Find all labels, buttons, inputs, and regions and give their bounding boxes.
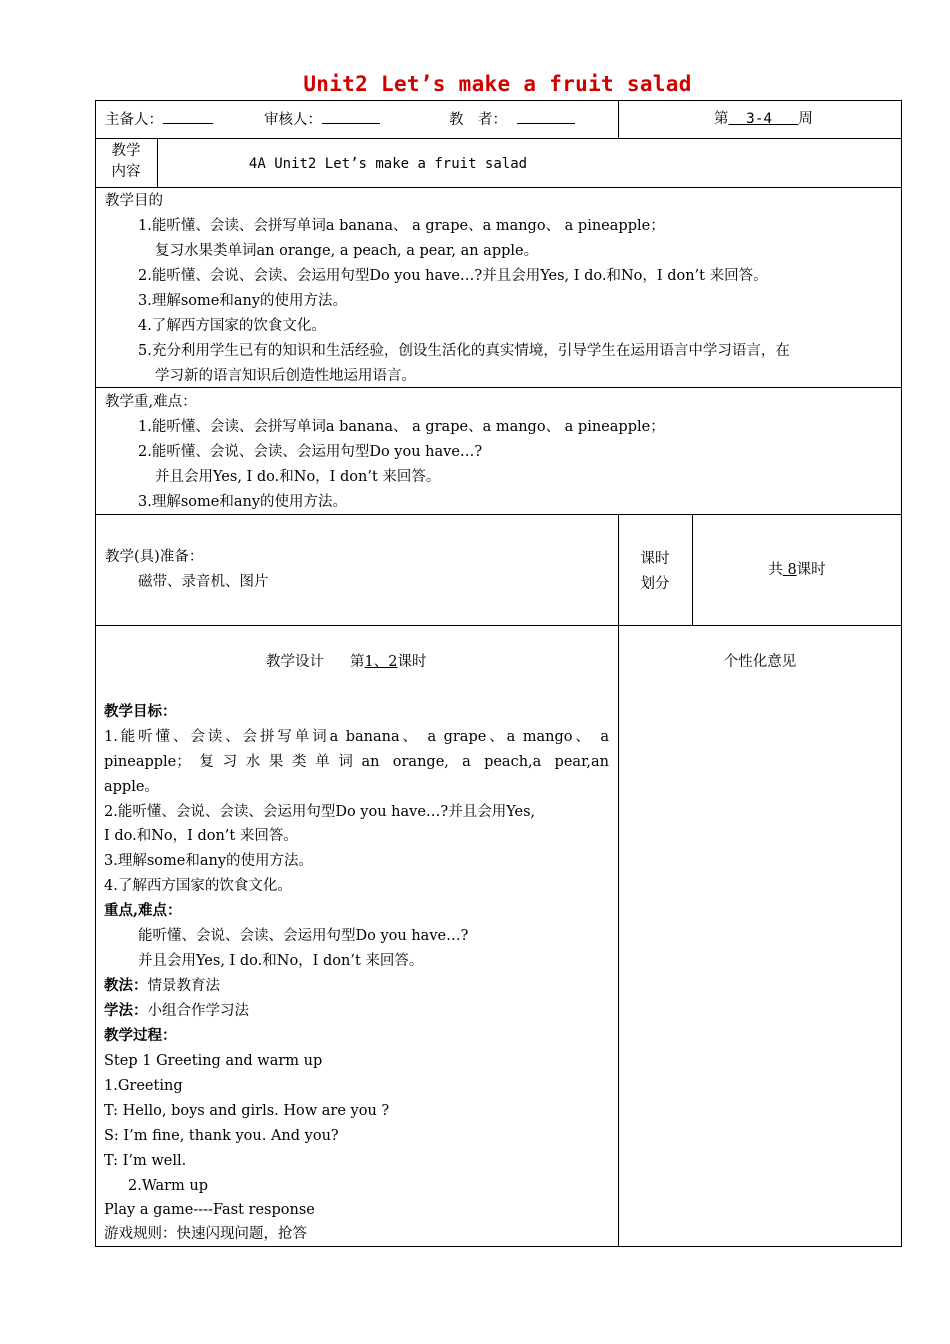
objectives-heading: 教学目的 [105, 193, 163, 209]
teacher-label: 教 者： [449, 112, 507, 128]
preparer-label: 主备人： [105, 112, 163, 128]
prep-heading: 教学(具)准备： [105, 549, 204, 565]
period-label [624, 547, 686, 597]
process-line: Play a game----Fast response [104, 1202, 315, 1218]
period-label-line2: 划分 [640, 576, 670, 592]
preparer-blank [163, 109, 213, 124]
personal-opinion-heading: 个性化意见 [723, 654, 797, 670]
lesson-prefix: 第 [350, 654, 365, 670]
design-heading [266, 652, 426, 672]
col-divider [618, 100, 619, 138]
period-label-line1: 课时 [640, 551, 670, 567]
design-key-points-heading: 重点,难点： [104, 902, 182, 919]
teaching-method [104, 976, 220, 996]
objective-line: 1.能听懂、会读、会拼写单词a banana、 a grape、a mango、 a pineapple； [138, 218, 665, 234]
key-point-line: 1.能听懂、会读、会拼写单词a banana、 a grape、a mango、 a pineapple； [138, 419, 665, 435]
content-value: 4A Unit2 Let’s make a fruit salad [248, 156, 528, 172]
period-total [693, 560, 901, 580]
goal-line: 1.能听懂、会读、会拼写单词a banana、 a grape、a mango、 a [104, 729, 609, 745]
learning-method [104, 1001, 249, 1021]
teacher-blank [517, 109, 575, 124]
period-total-prefix: 共 [768, 562, 783, 578]
page-title: Unit2 Let’s make a fruit salad [303, 72, 692, 96]
table-border-left [95, 100, 96, 1247]
lesson-value: 1、2 [364, 654, 398, 670]
content-label-line1: 教学 [111, 143, 141, 159]
process-line: S: I’m fine, thank you. And you? [104, 1128, 339, 1144]
objective-line: 2.能听懂、会说、会读、会运用句型Do you have…?并且会用Yes, I do.和No，I don’t 来回答。 [138, 268, 768, 284]
period-total-suffix: 课时 [796, 562, 826, 578]
reviewer-label: 审核人： [264, 112, 322, 128]
process-line: 游戏规则：快速闪现问题，抢答 [104, 1226, 307, 1242]
key-point-line: 并且会用Yes, I do.和No，I don’t 来回答。 [155, 469, 441, 485]
teaching-method-value: 情景教育法 [147, 978, 220, 994]
teacher-field [449, 109, 575, 130]
goal-line: I do.和No，I don’t 来回答。 [104, 828, 298, 844]
goal-line: 2.能听懂、会说、会读、会运用句型Do you have…?并且会用Yes, [104, 804, 536, 820]
learning-method-label: 学法： [104, 1002, 148, 1019]
process-line: 1.Greeting [104, 1078, 183, 1094]
goal-line: pineapple；复习水果类单词an orange, a peach,a pear,an [104, 754, 609, 770]
prep-items: 磁带、录音机、图片 [138, 574, 269, 590]
table-border-top [95, 100, 902, 101]
key-points-heading: 教学重,难点： [105, 394, 197, 410]
process-line: T: I’m well. [104, 1153, 187, 1169]
row-divider [95, 387, 902, 388]
design-key-point-line: 并且会用Yes, I do.和No，I don’t 来回答。 [138, 953, 424, 969]
design-title: 教学设计 [266, 654, 324, 670]
row-divider [95, 138, 902, 139]
objective-line: 复习水果类单词an orange, a peach, a pear, an apple。 [155, 243, 539, 259]
key-point-line: 2.能听懂、会说、会读、会运用句型Do you have…? [138, 444, 483, 460]
row-divider [95, 625, 902, 626]
lesson-suffix: 课时 [397, 654, 427, 670]
col-divider [618, 514, 619, 1247]
row-divider [95, 514, 902, 515]
goal-line: apple。 [104, 779, 159, 795]
objective-line: 3.理解some和any的使用方法。 [138, 293, 348, 309]
teaching-method-label: 教法： [104, 977, 148, 994]
learning-method-value: 小组合作学习法 [147, 1003, 249, 1019]
key-point-line: 3.理解some和any的使用方法。 [138, 494, 348, 510]
objective-line: 4.了解西方国家的饮食文化。 [138, 318, 326, 334]
process-line: 2.Warm up [128, 1178, 209, 1194]
design-key-point-line: 能听懂、会说、会读、会运用句型Do you have…? [138, 928, 469, 944]
week-prefix: 第 [714, 111, 729, 127]
week-field [714, 109, 813, 129]
reviewer-blank [322, 109, 380, 124]
process-heading: 教学过程： [104, 1027, 177, 1044]
table-border-bottom [95, 1246, 902, 1247]
objective-line: 学习新的语言知识后创造性地运用语言。 [155, 368, 416, 384]
preparer-field [105, 109, 213, 130]
period-total-value: 8 [787, 562, 797, 578]
week-value: 3-4 [745, 111, 773, 127]
row-divider [95, 187, 902, 188]
process-line: T: Hello, boys and girls. How are you ? [104, 1103, 390, 1119]
content-label [110, 141, 142, 183]
objective-line: 5.充分利用学生已有的知识和生活经验，创设生活化的真实情境，引导学生在运用语言中学习语言，在 [138, 343, 790, 359]
reviewer-field [264, 109, 380, 130]
goal-line: 4.了解西方国家的饮食文化。 [104, 878, 292, 894]
content-label-line2: 内容 [111, 164, 141, 180]
process-line: Step 1 Greeting and warm up [104, 1053, 323, 1069]
goals-heading: 教学目标： [104, 703, 177, 720]
week-suffix: 周 [798, 111, 813, 127]
table-border-right [901, 100, 902, 1247]
goal-line: 3.理解some和any的使用方法。 [104, 853, 314, 869]
